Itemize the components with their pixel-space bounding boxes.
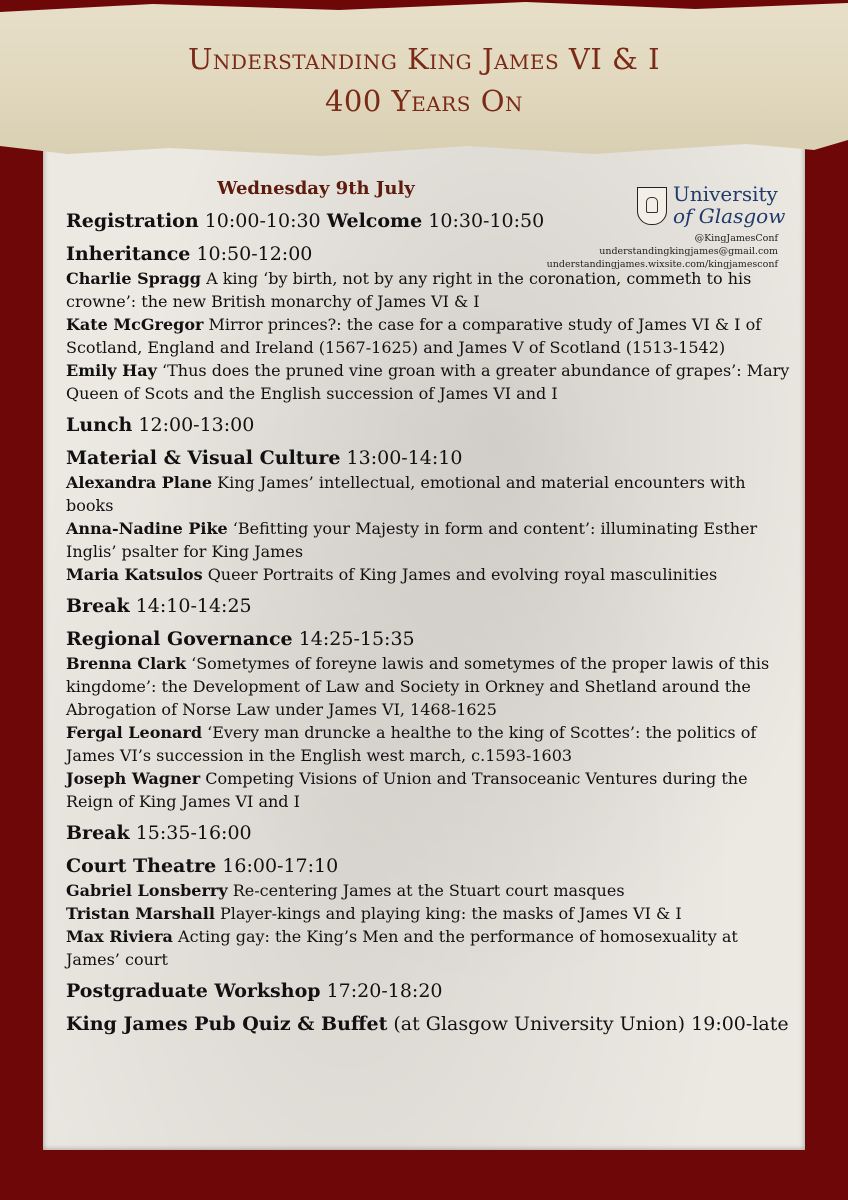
university-text: University <box>673 182 778 206</box>
session-note: (at Glasgow University Union) <box>393 1013 686 1035</box>
talk-item <box>66 652 796 721</box>
speaker-name: Gabriel Lonsberry <box>66 881 228 900</box>
talk-title: ‘Befitting your Majesty in form and content’: illuminating Esther Inglis’ psalter for King James <box>66 519 758 561</box>
session-label: Court Theatre <box>66 855 217 877</box>
talk-item <box>66 517 796 563</box>
session-label: King James Pub Quiz & Buffet <box>66 1013 388 1035</box>
talk-item <box>66 313 796 359</box>
speaker-name: Kate McGregor <box>66 315 204 334</box>
programme <box>66 178 796 1037</box>
twitter-handle[interactable]: @KingJamesConf <box>694 233 778 244</box>
tape-banner <box>0 0 848 158</box>
talk-item <box>66 267 796 313</box>
speaker-name: Anna-Nadine Pike <box>66 519 228 538</box>
session-time: 10:50-12:00 <box>196 243 313 265</box>
session-time: 17:20-18:20 <box>326 980 443 1002</box>
talk-item <box>66 721 796 767</box>
event-title-line2: 400 Years On <box>324 84 523 118</box>
session-theatre <box>66 854 796 879</box>
session-workshop <box>66 979 796 1004</box>
talk-title: ‘Every man druncke a healthe to the king of Scottes’: the politics of James VI’s succession in the English west march, c.1593-1603 <box>66 723 757 765</box>
session-label: Registration <box>66 210 199 232</box>
website-link[interactable]: understandingjames.wixsite.com/kingjamesconf <box>546 259 778 270</box>
session-break <box>66 594 796 619</box>
session-time: 16:00-17:10 <box>222 855 339 877</box>
talk-item <box>66 925 796 971</box>
speaker-name: Maria Katsulos <box>66 565 203 584</box>
talk-title: Re-centering James at the Stuart court masques <box>232 881 625 900</box>
talk-title: Player-kings and playing king: the masks of James VI & I <box>219 904 682 923</box>
speaker-name: Joseph Wagner <box>66 769 201 788</box>
session-time: 14:10-14:25 <box>135 595 252 617</box>
session-label: Welcome <box>326 210 423 232</box>
talk-title: King James’ intellectual, emotional and material encounters with books <box>66 473 746 515</box>
talk-item <box>66 879 796 902</box>
session-label: Material & Visual Culture <box>66 447 341 469</box>
speaker-name: Charlie Spragg <box>66 269 201 288</box>
speaker-name: Fergal Leonard <box>66 723 203 742</box>
session-label: Regional Governance <box>66 628 293 650</box>
talk-title: Competing Visions of Union and Transoceanic Ventures during the Reign of King James VI and I <box>66 769 748 811</box>
session-material <box>66 446 796 471</box>
day-heading: Wednesday 9th July <box>217 178 415 199</box>
talk-item <box>66 902 796 925</box>
of-glasgow-text: of Glasgow <box>673 204 786 228</box>
talk-item <box>66 471 796 517</box>
talk-title: A king ‘by birth, not by any right in the coronation, commeth to his crowne’: the new British monarchy of James VI & I <box>66 269 752 311</box>
session-label: Break <box>66 822 130 844</box>
session-time: 15:35-16:00 <box>135 822 252 844</box>
talk-title: ‘Sometymes of foreyne lawis and sometymes of the proper lawis of this kingdome’: the Development of Law and Society in Orkney and Shetland around the Abrogation of Norse Law under James VI, 1468-1625 <box>66 654 770 719</box>
session-break <box>66 821 796 846</box>
session-time: 14:25-15:35 <box>298 628 415 650</box>
session-quiz <box>66 1012 796 1037</box>
talk-item <box>66 767 796 813</box>
session-label: Inheritance <box>66 243 191 265</box>
session-label: Postgraduate Workshop <box>66 980 321 1002</box>
speaker-name: Max Riviera <box>66 927 173 946</box>
session-time: 12:00-13:00 <box>138 414 255 436</box>
talk-title: Mirror princes?: the case for a comparative study of James VI & I of Scotland, England and Ireland (1567-1625) and James V of Scotland (1513-1542) <box>66 315 762 357</box>
speaker-name: Emily Hay <box>66 361 157 380</box>
session-time: 10:30-10:50 <box>428 210 545 232</box>
session-time: 13:00-14:10 <box>346 447 463 469</box>
session-label: Lunch <box>66 414 133 436</box>
talk-title: ‘Thus does the pruned vine groan with a greater abundance of grapes’: Mary Queen of Scots and the English succession of James VI and I <box>66 361 790 403</box>
speaker-name: Brenna Clark <box>66 654 187 673</box>
speaker-name: Tristan Marshall <box>66 904 215 923</box>
speaker-name: Alexandra Plane <box>66 473 213 492</box>
talk-title: Acting gay: the King’s Men and the performance of homosexuality at James’ court <box>66 927 738 969</box>
talk-title: Queer Portraits of King James and evolving royal masculinities <box>207 565 718 584</box>
talk-item <box>66 359 796 405</box>
event-title-line1: Understanding King James VI & I <box>187 42 661 76</box>
session-time: 19:00-late <box>691 1013 789 1035</box>
session-label: Break <box>66 595 130 617</box>
session-regional <box>66 627 796 652</box>
contact-email[interactable]: understandingkingjames@gmail.com <box>599 246 778 257</box>
session-inheritance <box>66 242 796 267</box>
session-time: 10:00-10:30 <box>204 210 321 232</box>
session-lunch <box>66 413 796 438</box>
session-registration <box>66 209 796 234</box>
talk-item <box>66 563 796 586</box>
